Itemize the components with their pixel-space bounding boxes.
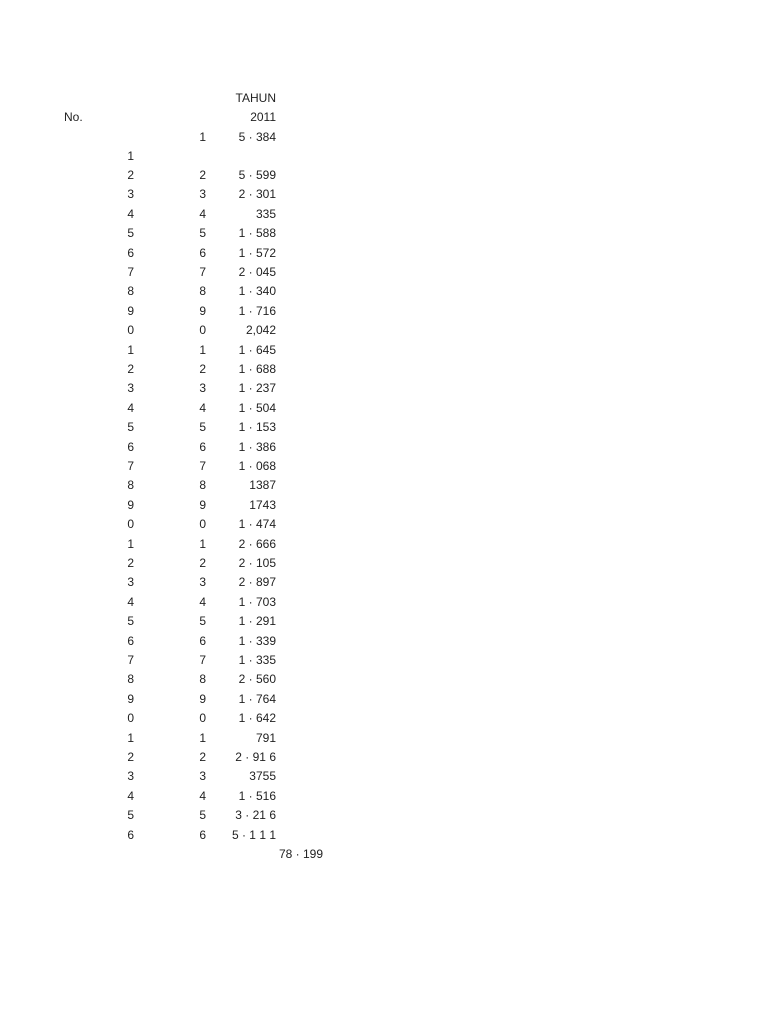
row-seq: 1	[199, 537, 206, 551]
row-seq: 4	[199, 595, 206, 609]
row-index: 6	[127, 634, 134, 648]
row-index: 1	[127, 731, 134, 745]
row-index: 2	[127, 750, 134, 764]
row-index: 1	[127, 343, 134, 357]
no-column-header: No.	[64, 110, 83, 124]
row-index: 4	[127, 401, 134, 415]
row-value: 1 · 237	[238, 381, 276, 395]
row-seq: 4	[199, 207, 206, 221]
row-value: 2,042	[245, 323, 276, 337]
row-index: 4	[127, 789, 134, 803]
row-seq: 4	[199, 789, 206, 803]
row-value: 3 · 21 6	[235, 808, 276, 822]
row-index: 8	[127, 284, 134, 298]
row-value: 1 · 153	[238, 420, 276, 434]
row-seq: 2	[199, 750, 206, 764]
row-seq: 2	[199, 168, 206, 182]
row-seq: 3	[199, 381, 206, 395]
row-seq: 2	[199, 556, 206, 570]
row-index: 0	[127, 517, 134, 531]
row-seq: 1	[199, 343, 206, 357]
row-value: 1 · 068	[238, 459, 276, 473]
row-index: 6	[127, 440, 134, 454]
row-index: 7	[127, 459, 134, 473]
row-seq: 7	[199, 265, 206, 279]
row-value: 1387	[249, 478, 276, 492]
row-index: 9	[127, 498, 134, 512]
row-index: 7	[127, 265, 134, 279]
row-value: 2 · 560	[238, 672, 276, 686]
grand-total: 78 · 199	[278, 847, 323, 861]
row-seq: 9	[199, 692, 206, 706]
row-seq: 5	[199, 614, 206, 628]
row-value: 5 · 1 1 1	[231, 828, 276, 842]
row-value: 1 · 716	[238, 304, 276, 318]
row-index: 5	[127, 420, 134, 434]
row-seq: 0	[199, 711, 206, 725]
row-seq: 1	[199, 731, 206, 745]
row-seq: 5	[199, 808, 206, 822]
row-value: 2 · 105	[238, 556, 276, 570]
row-seq: 3	[199, 575, 206, 589]
row-seq: 6	[199, 634, 206, 648]
row-value: 791	[255, 731, 276, 745]
row-value: 2 · 91 6	[235, 750, 276, 764]
row-index: 9	[127, 304, 134, 318]
row-seq: 5	[199, 226, 206, 240]
first-entry-seq: 1	[199, 130, 206, 144]
row-index: 4	[127, 595, 134, 609]
row-value: 335	[255, 207, 276, 221]
row-value: 3755	[249, 769, 276, 783]
row-index: 7	[127, 653, 134, 667]
year-group-header: TAHUN	[235, 91, 276, 105]
row-index: 8	[127, 672, 134, 686]
row-value: 1 · 645	[238, 343, 276, 357]
row-index: 5	[127, 808, 134, 822]
row-index: 0	[127, 323, 134, 337]
row-index: 0	[127, 711, 134, 725]
row-value: 1 · 386	[238, 440, 276, 454]
row-index: 3	[127, 381, 134, 395]
row-seq: 4	[199, 401, 206, 415]
year-header: 2011	[250, 110, 276, 124]
row-seq: 7	[199, 459, 206, 473]
row-value: 1 · 642	[238, 711, 276, 725]
row-value: 1 · 764	[238, 692, 276, 706]
row-index: 5	[127, 614, 134, 628]
row-value: 1 · 474	[238, 517, 276, 531]
row-index: 5	[127, 226, 134, 240]
row-value: 1 · 291	[238, 614, 276, 628]
row-value: 1 · 572	[238, 246, 276, 260]
row-value: 1 · 504	[238, 401, 276, 415]
row-index: 6	[127, 246, 134, 260]
row-seq: 8	[199, 478, 206, 492]
row-value: 1743	[249, 498, 276, 512]
row-index: 4	[127, 207, 134, 221]
row-seq: 3	[199, 187, 206, 201]
row-value: 2 · 045	[238, 265, 276, 279]
row-seq: 3	[199, 769, 206, 783]
row-value: 2 · 666	[238, 537, 276, 551]
row-index: 2	[127, 556, 134, 570]
first-entry-index: 1	[127, 149, 134, 163]
row-value: 1 · 703	[238, 595, 276, 609]
row-index: 3	[127, 769, 134, 783]
row-seq: 8	[199, 284, 206, 298]
row-index: 6	[127, 828, 134, 842]
row-value: 2 · 897	[238, 575, 276, 589]
row-index: 9	[127, 692, 134, 706]
row-value: 1 · 588	[238, 226, 276, 240]
row-value: 1 · 339	[238, 634, 276, 648]
row-index: 3	[127, 187, 134, 201]
row-seq: 9	[199, 304, 206, 318]
first-entry-value: 5 · 384	[238, 130, 276, 144]
row-seq: 0	[199, 517, 206, 531]
row-index: 8	[127, 478, 134, 492]
row-value: 1 · 688	[238, 362, 276, 376]
row-seq: 6	[199, 246, 206, 260]
row-value: 1 · 516	[238, 789, 276, 803]
row-seq: 6	[199, 440, 206, 454]
row-value: 1 · 335	[238, 653, 276, 667]
row-seq: 7	[199, 653, 206, 667]
row-value: 1 · 340	[238, 284, 276, 298]
row-seq: 9	[199, 498, 206, 512]
row-seq: 8	[199, 672, 206, 686]
row-index: 3	[127, 575, 134, 589]
row-seq: 5	[199, 420, 206, 434]
row-seq: 2	[199, 362, 206, 376]
row-value: 5 · 599	[238, 168, 276, 182]
row-seq: 6	[199, 828, 206, 842]
row-seq: 0	[199, 323, 206, 337]
row-index: 1	[127, 537, 134, 551]
row-value: 2 · 301	[238, 187, 276, 201]
row-index: 2	[127, 362, 134, 376]
row-index: 2	[127, 168, 134, 182]
